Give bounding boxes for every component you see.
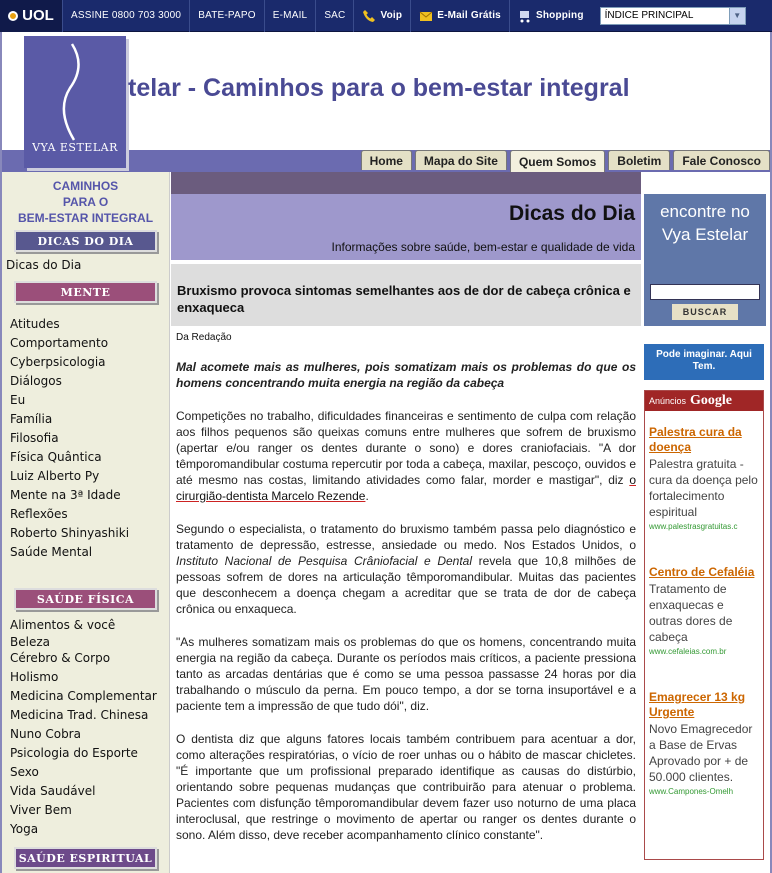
ad-item[interactable] xyxy=(645,531,763,656)
index-select-value: ÍNDICE PRINCIPAL xyxy=(604,10,694,21)
sidebar-item-medicina-complementar[interactable]: Medicina Complementar xyxy=(10,689,157,703)
sidebar-item-filosofia[interactable]: Filosofia xyxy=(10,431,59,445)
uol-logo-icon xyxy=(8,11,18,21)
article-headline: Bruxismo provoca sintomas semelhantes aos de dor de cabeça crônica e enxaqueca xyxy=(171,264,641,326)
shopping-label: Shopping xyxy=(535,10,584,21)
tab-home[interactable]: Home xyxy=(361,150,412,170)
phone-icon xyxy=(362,9,376,23)
sidebar-item-alimentos[interactable]: Alimentos & você xyxy=(10,618,116,632)
sidebar-item-dicas-do-dia[interactable]: Dicas do Dia xyxy=(6,258,82,272)
sidebar-item-familia[interactable]: Família xyxy=(10,412,53,426)
section-header-saude-espiritual: SAÚDE ESPIRITUAL xyxy=(14,847,157,869)
tab-fale-conosco[interactable]: Fale Conosco xyxy=(673,150,770,170)
tab-mapa-do-site[interactable]: Mapa do Site xyxy=(415,150,507,170)
ad-description: Novo Emagrecedor a Base de Ervas Aprovado por + de 50.000 clientes. xyxy=(649,722,753,784)
section-subtitle: Informações sobre saúde, bem-estar e qualidade de vida xyxy=(331,240,635,254)
tab-boletim[interactable]: Boletim xyxy=(608,150,670,170)
paragraph-text: revela que 10,8 milhões de pessoas sofrem de dores na articulação têmporomandibular. Muitas das pacientes que desconhecem a doença chegam a acreditar que se trata de dor de cabeça crônica ou enxaqueca. xyxy=(176,554,636,616)
article-paragraph: Competições no trabalho, dificuldades financeiras e sentimento de culpa com relação aos filhos pequenos são queixas comuns entre mulheres que sofrem de bruxismo (apertar e/ou ranger os dentes durante o sono) e dores craniofaciais. "A dor têmporomandibular costuma repercutir por toda a cabeça, maxilar, pescoço, ouvidos e até mesmo nas costas, limitando atividades como falar, morder e mastigar", diz o cirurgião-dentista Marcelo Rezende. xyxy=(176,409,636,503)
ads-label: Anúncios xyxy=(649,396,687,406)
ad-url[interactable]: www.cefaleias.com.br xyxy=(649,647,727,656)
nav-voip-link[interactable] xyxy=(353,0,410,32)
uol-logo[interactable] xyxy=(0,0,62,32)
sidebar-item-viver-bem[interactable]: Viver Bem xyxy=(10,803,72,817)
ad-title[interactable]: Centro de Cefaléia xyxy=(649,565,755,579)
sidebar-slogan xyxy=(2,178,169,226)
site-title: telar - Caminhos para o bem-estar integral xyxy=(128,74,630,102)
main-top-band xyxy=(171,172,641,194)
sidebar-item-fisica-quantica[interactable]: Física Quântica xyxy=(10,450,102,464)
tab-quem-somos[interactable]: Quem Somos xyxy=(510,150,605,172)
voip-label: Voip xyxy=(380,10,403,21)
sidebar-item-cerebro-corpo[interactable]: Cérebro & Corpo xyxy=(10,651,111,665)
uol-top-bar xyxy=(0,0,772,32)
ad-title[interactable]: Emagrecer 13 kg Urgente xyxy=(649,690,746,719)
ad-title[interactable]: Palestra cura da doença xyxy=(649,425,742,454)
vya-estelar-logo[interactable] xyxy=(24,36,126,168)
ad-description: Tratamento de enxaquecas e outras dores de cabeça xyxy=(649,582,733,644)
ad-description: Palestra gratuita - cura da doença pelo fortalecimento espiritual xyxy=(649,457,758,519)
promo-banner[interactable]: Pode imaginar. Aqui Tem. xyxy=(644,344,764,380)
google-ads-box xyxy=(644,390,764,860)
sidebar-item-luiz-alberto-py[interactable]: Luiz Alberto Py xyxy=(10,469,100,483)
nav-sac-link[interactable]: SAC xyxy=(315,0,353,32)
slogan-line: PARA O xyxy=(62,195,109,209)
right-column xyxy=(642,172,772,873)
section-header-mente: MENTE xyxy=(14,281,157,303)
section-hero xyxy=(171,194,641,260)
sidebar-item-sexo[interactable]: Sexo xyxy=(10,765,39,779)
section-header-saude-fisica: SAÚDE FÍSICA xyxy=(14,588,157,610)
nav-shopping-link[interactable] xyxy=(509,0,592,32)
ad-url[interactable]: www.Campones-Omelh xyxy=(649,787,734,796)
site-search-box xyxy=(644,194,766,326)
author-link[interactable]: o cirurgião-dentista Marcelo Rezende xyxy=(176,473,636,503)
paragraph-text: Competições no trabalho, dificuldades financeiras e sentimento de culpa com relação aos filhos pequenos são queixas comuns entre mulheres que sofrem de bruxismo (apertar e/ou ranger os dentes durante o sono) e dores craniofaciais. "A dor têmporomandibular costuma repercutir por toda a cabeça, maxilar, pescoço, ouvidos e até mesmo nas costas, limitando atividades como falar, morder e mastigar", diz xyxy=(176,409,636,487)
institute-name: Instituto Nacional de Pesquisa Crâniofacial e Dental xyxy=(176,554,473,568)
site-header xyxy=(0,32,772,172)
sidebar-item-atitudes[interactable]: Atitudes xyxy=(10,317,60,331)
sidebar-item-nuno-cobra[interactable]: Nuno Cobra xyxy=(10,727,81,741)
sidebar-item-roberto-shinyashiki[interactable]: Roberto Shinyashiki xyxy=(10,526,130,540)
paragraph-text: Segundo o especialista, o tratamento do bruxismo também passa pelo diagnóstico e tratamento de depressão, estresse, ansiedade ou medo. Nos Estados Unidos, o xyxy=(176,522,636,552)
ad-url[interactable]: www.palestrasgratuitas.c xyxy=(649,522,738,531)
article-byline: Da Redação xyxy=(176,332,232,343)
sidebar-item-cyberpsicologia[interactable]: Cyberpsicologia xyxy=(10,355,106,369)
sidebar-item-saude-mental[interactable]: Saúde Mental xyxy=(10,545,93,559)
nav-email-gratis-link[interactable] xyxy=(410,0,509,32)
sidebar-item-psicologia-esporte[interactable]: Psicologia do Esporte xyxy=(10,746,138,760)
article-paragraph: O dentista diz que alguns fatores locais também contribuem para acentuar a dor, como alterações respiratórias, o vício de roer unhas ou o hábito de mascar chicletes. "É importante que um profissional preparado identifique as causas do distúrbio, orientando sobre pequenas mudanças que contribuirão para atenuar o problema. Pacientes com disfunção têmporomandibular devem fazer uso noturno de uma placa interoclusal, que restringe o movimento de apertar ou ranger os dentes durante o sono. Além disso, deve receber acompanhamento clínico constante". xyxy=(176,732,636,842)
left-sidebar xyxy=(0,172,170,873)
sidebar-item-dialogos[interactable]: Diálogos xyxy=(10,374,62,388)
sidebar-item-vida-saudavel[interactable]: Vida Saudável xyxy=(10,784,96,798)
logo-text: VYA ESTELAR xyxy=(32,141,118,154)
search-button[interactable]: BUSCAR xyxy=(672,304,738,320)
logo-swoosh-icon xyxy=(24,36,126,146)
nav-email-link[interactable]: E-MAIL xyxy=(264,0,316,32)
sidebar-item-reflexoes[interactable]: Reflexões xyxy=(10,507,68,521)
sidebar-item-holismo[interactable]: Holismo xyxy=(10,670,59,684)
article-paragraph xyxy=(176,521,636,617)
nav-assine-link[interactable]: ASSINE 0800 703 3000 xyxy=(62,0,189,32)
ad-item[interactable] xyxy=(645,656,763,796)
slogan-line: CAMINHOS xyxy=(52,179,119,193)
article-lead: Mal acomete mais as mulheres, pois somatizam mais os problemas do que os homens concentrando muita energia na região da cabeça xyxy=(176,360,636,390)
search-input[interactable] xyxy=(650,284,760,300)
uol-logo-text: UOL xyxy=(22,7,54,24)
ads-header xyxy=(645,391,763,411)
ad-item[interactable] xyxy=(645,411,763,531)
section-header-dicas: DICAS DO DIA xyxy=(14,230,157,252)
chevron-down-icon[interactable]: ▼ xyxy=(729,8,745,24)
slogan-line: BEM-ESTAR INTEGRAL xyxy=(17,211,154,225)
email-gratis-label: E-Mail Grátis xyxy=(437,10,501,21)
shopping-cart-icon xyxy=(518,9,532,23)
google-logo[interactable]: Google xyxy=(690,393,733,408)
nav-bate-papo-link[interactable]: BATE-PAPO xyxy=(189,0,264,32)
header-tabs xyxy=(361,150,770,172)
section-title: Dicas do Dia xyxy=(508,202,635,225)
sidebar-item-yoga[interactable]: Yoga xyxy=(10,822,39,836)
article-body xyxy=(171,326,641,843)
sidebar-item-eu[interactable]: Eu xyxy=(10,393,26,407)
envelope-icon xyxy=(419,9,433,23)
main-content xyxy=(171,172,641,873)
sidebar-item-medicina-chinesa[interactable]: Medicina Trad. Chinesa xyxy=(10,708,149,722)
sidebar-item-beleza[interactable]: Beleza xyxy=(10,635,50,649)
sidebar-item-comportamento[interactable]: Comportamento xyxy=(10,336,109,350)
sidebar-item-mente-3a-idade[interactable]: Mente na 3ª Idade xyxy=(10,488,121,502)
article-paragraph: "As mulheres somatizam mais os problemas do que os homens, concentrando muita energia na região da cabeça. Durante os períodos mais críticos, a paciente pressiona tanto as arcadas dentárias que é como se uma pessoa passasse 24 horas por dia trabalhando o músculo da perna. Em pouco tempo, a dor se torna insuportável e a paciente tem a impressão de que tudo dói", diz. xyxy=(176,635,636,713)
index-select[interactable] xyxy=(600,7,746,25)
search-prompt: encontre no Vya Estelar xyxy=(660,202,750,244)
